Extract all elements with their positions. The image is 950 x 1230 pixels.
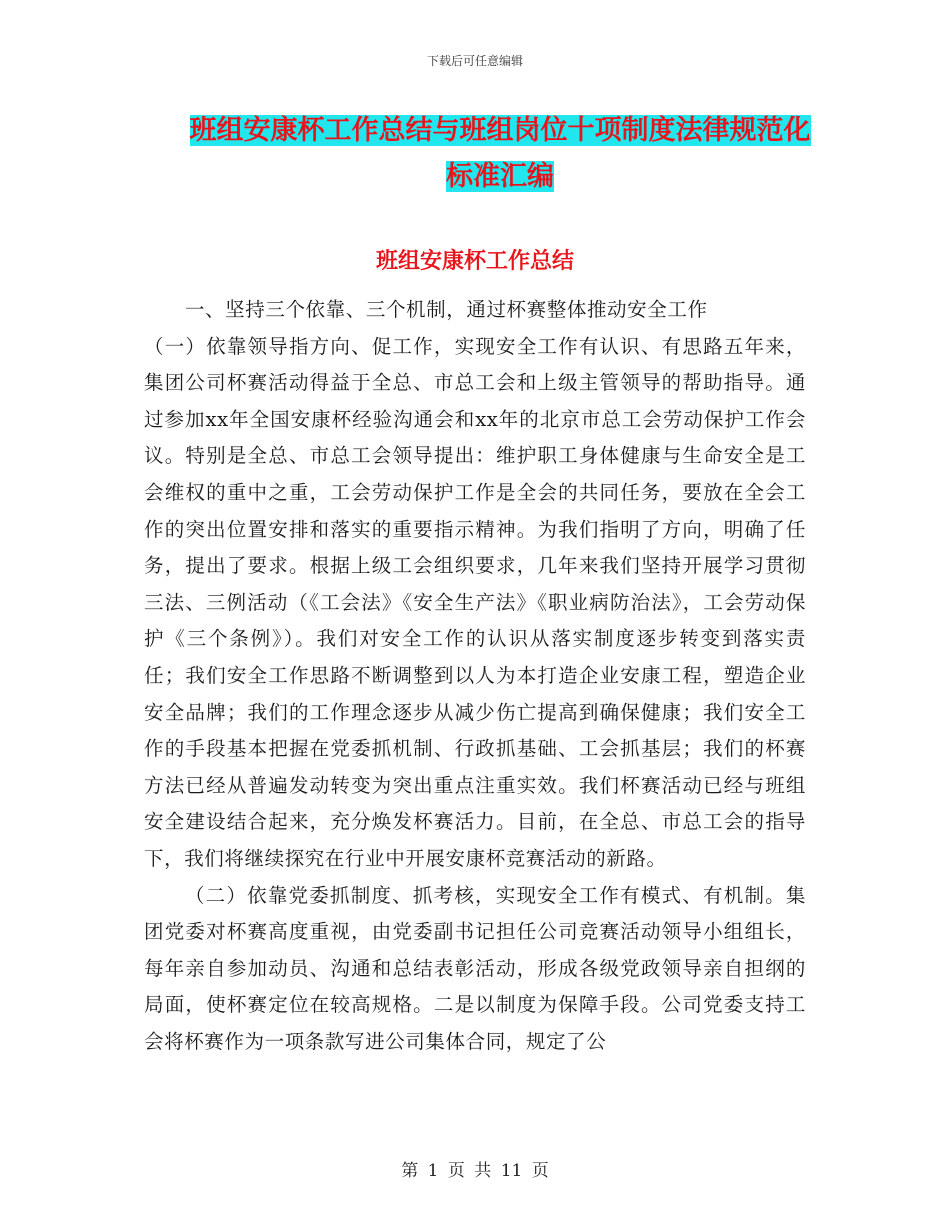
paragraph: （二）依靠党委抓制度、抓考核，实现安全工作有模式、有机制。集团党委对杯赛高度重视，由党委副书记担任公司竞赛活动领导小组组长，每年亲自参加动员、沟通和总结表彰活动，形成各级党政领导亲自担纲的局面，使杯赛定位在较高规格。二是以制度为保障手段。公司党委支持工会将杯赛作为一项条款写进公司集体合同，规定了公 xyxy=(144,883,806,1053)
document-title-line-2: 标准汇编 xyxy=(446,161,554,192)
section-title: 班组安康杯工作总结 xyxy=(375,248,574,274)
document-title-line-1: 班组安康杯工作总结与班组岗位十项制度法律规范化 xyxy=(189,115,811,146)
document-title xyxy=(150,108,850,200)
paragraph-heading: 一、坚持三个依靠、三个机制，通过杯赛整体推动安全工作 xyxy=(184,298,708,321)
header-note: 下载后可任意编辑 xyxy=(426,54,523,68)
paragraph: （一）依靠领导指方向、促工作，实现安全工作有认识、有思路五年来，集团公司杯赛活动得益于全总、市总工会和上级主管领导的帮助指导。通过参加xx年全国安康杯经验沟通会和xx年的北京市总工会劳动保护工作会议。特别是全总、市总工会领导提出：维护职工身体健康与生命安全是工会维权的重中之重，工会劳动保护工作是全会的共同任务，要放在全会工作的突出位置安排和落实的重要指示精神。为我们指明了方向，明确了任务，提出了要求。根据上级工会组织要求，几年来我们坚持开展学习贯彻三法、三例活动（《工会法》《安全生产法》《职业病防治法》，工会劳动保护《三个条例》）。我们对安全工作的认识从落实制度逐步转变到落实责任；我们安全工作思路不断调整到以人为本打造企业安康工程，塑造企业安全品牌；我们的工作理念逐步从减少伤亡提高到确保健康；我们安全工作的手段基本把握在党委抓机制、行政抓基础、工会抓基层；我们的杯赛方法已经从普遍发动转变为突出重点注重实效。我们杯赛活动已经与班组安全建设结合起来，充分焕发杯赛活力。目前，在全总、市总工会的指导下，我们将继续探究在行业中开展安康杯竞赛活动的新路。 xyxy=(144,334,806,870)
page-number-footer: 第 1 页 共 11 页 xyxy=(401,1161,549,1181)
body-text xyxy=(144,292,806,1060)
